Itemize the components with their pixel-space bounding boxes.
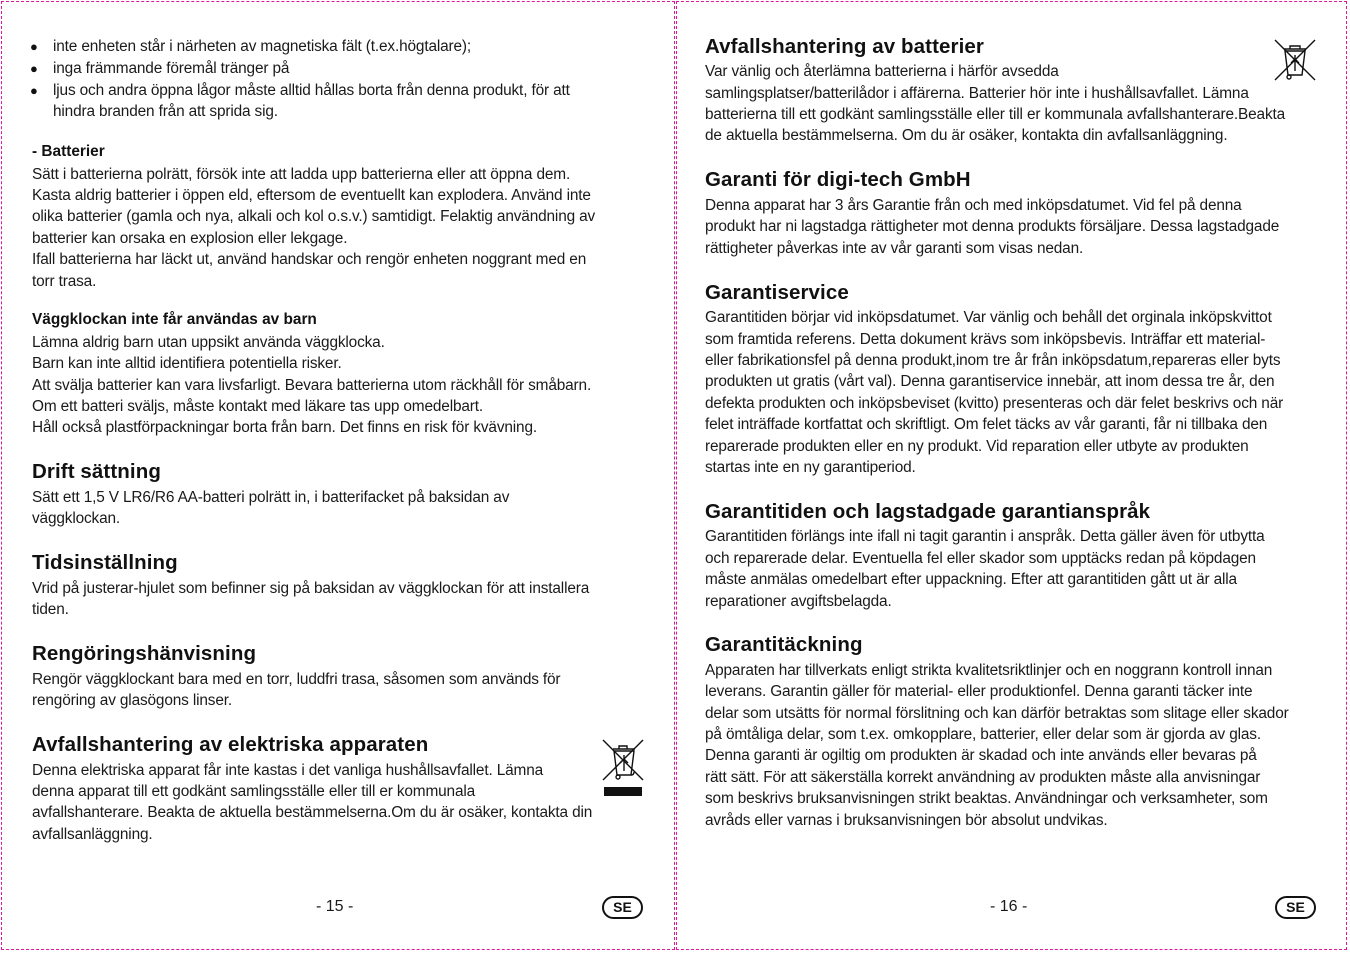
text-line: som beskrivs bruksanvisningen strikt beaktas. Användningar och verksamheter, som bbox=[705, 790, 1268, 807]
text-line: Denna elektriska apparat får inte kastas i det vanliga hushållsavfallet. Lämna bbox=[32, 762, 544, 779]
text-line: Vrid på justerar-hjulet som befinner sig på baksidan av väggklockan för att installera bbox=[32, 580, 590, 597]
text-line: rätt sätt. För att säkerställa korrekt användning av produkten måste alla anvisningar bbox=[705, 769, 1261, 786]
bullet-item-2: inga främmande föremål tränger på bbox=[53, 60, 290, 77]
text-line: Denna garanti är ogiltig om produkten är skadad och inte används eller bevaras på bbox=[705, 747, 1257, 764]
text-line: avfallsanläggning. bbox=[32, 826, 153, 843]
text-line: batterierna till ett godkänt samlingsställe eller till er kommunala avfallshanterare.Beakta bbox=[705, 106, 1286, 123]
text-line: Ifall batterierna har läckt ut, använd handskar och rengör enheten noggrant med en bbox=[32, 251, 587, 268]
guarantee-heading: Garanti för digi-tech GmbH bbox=[705, 168, 971, 191]
bullet-item-3-line-1: ljus och andra öppna lågor måste alltid hållas borta från denna produkt, för att bbox=[53, 82, 570, 99]
text-line: väggklockan. bbox=[32, 510, 121, 527]
text-line: Sätt ett 1,5 V LR6/R6 AA-batteri polrätt in, i batterifacket på baksidan av bbox=[32, 489, 510, 506]
text-line: defekta produkten och inköpsbeviset (kvitto) presenteras och där felet beskrivs och när bbox=[705, 395, 1284, 412]
text-line: leverans. Garantin gäller för material- eller produktionfel. Denna garanti täcker inte bbox=[705, 683, 1253, 700]
text-line: Sätt i batterierna polrätt, försök inte att ladda upp batterierna eller att öppna dem. bbox=[32, 166, 571, 183]
text-line: tiden. bbox=[32, 601, 69, 618]
text-line: torr trasa. bbox=[32, 273, 97, 290]
text-line: Barn kan inte alltid identifiera potentiella risker. bbox=[32, 355, 342, 372]
text-line: avfallshanterare. Beakta de aktuella bestämmelserna.Om du är osäker, kontakta din bbox=[32, 804, 593, 821]
bullet-marker: ● bbox=[30, 39, 38, 54]
text-line: denna apparat till ett godkänt samlingsställe eller till er kommunala bbox=[32, 783, 476, 800]
text-line: startas inte en ny garantiperiod. bbox=[705, 459, 916, 476]
bullet-marker: ● bbox=[30, 83, 38, 98]
text-line: som framtida referens. Detta dokument krävs som inköpsbevis. Inträffar ett material- bbox=[705, 331, 1266, 348]
bullet-item-3-line-2: hindra branden från att sprida sig. bbox=[53, 103, 278, 120]
cleaning-heading: Rengöringshänvisning bbox=[32, 642, 257, 665]
text-line: och reparerade delar. Eventuella fel eller skador som upptäcks redan på köpdagen bbox=[705, 550, 1256, 567]
text-line: rengöring av glasögons linser. bbox=[32, 692, 232, 709]
text-line: olika batterier (gamla och nya, alkali och kol o.s.v.) samtidigt. Felaktig användning av bbox=[32, 208, 596, 225]
text-line: Att svälja batterier kan vara livsfarligt. Bevara batterierna utom räckhåll för småbarn. bbox=[32, 377, 592, 394]
language-badge: SE bbox=[602, 896, 643, 919]
language-badge: SE bbox=[1275, 896, 1316, 919]
text-line: Lämna aldrig barn utan uppsikt använda väggklocka. bbox=[32, 334, 385, 351]
crossed-out-wheelie-bin-icon bbox=[601, 737, 647, 799]
disposal-device-heading: Avfallshantering av elektriska apparaten bbox=[32, 733, 429, 756]
page-number: - 16 - bbox=[990, 898, 1028, 915]
text-line: delar som utsätts för normal förslitning och kan därför betraktas som slitage eller skador bbox=[705, 705, 1289, 722]
text-line: Apparaten har tillverkats enligt strikta kvalitetsriktlinjer och en noggrann kontroll innan bbox=[705, 662, 1273, 679]
text-line: måste anmälas omedelbart efter uppackning. Efter att garantitiden gått ut är alla bbox=[705, 571, 1237, 588]
text-line: Garantitiden förlängs inte ifall ni tagit garantin i anspråk. Detta gäller även för utbytta bbox=[705, 528, 1265, 545]
text-line: produkt har ni lagstadga rättigheter mot denna produkts försäljare. Dessa lagstadgade bbox=[705, 218, 1280, 235]
text-line: de aktuella bestämmelserna. Om du är osäker, kontakta din avfallsanläggning. bbox=[705, 127, 1228, 144]
text-line: Håll också plastförpackningar borta från barn. Det finns en risk för kvävning. bbox=[32, 419, 537, 436]
text-line: Kasta aldrig batterier i öppen eld, eftersom de eventuellt kan explodera. Använd inte bbox=[32, 187, 591, 204]
text-line: Rengör väggklockant bara med en torr, luddfri trasa, såsomen som används för bbox=[32, 671, 561, 688]
disposal-batteries-heading: Avfallshantering av batterier bbox=[705, 35, 984, 58]
bullet-marker: ● bbox=[30, 61, 38, 76]
bullet-item-1: inte enheten står i närheten av magnetiska fält (t.ex.högtalare); bbox=[53, 38, 472, 55]
text-line: felet inträffade kortfattat och skriftligt. Om felet täcks av vår garanti, får ni tillbaka den bbox=[705, 416, 1268, 433]
guarantee-service-heading: Garantiservice bbox=[705, 281, 849, 304]
text-line: reparerade produkten eller en ny produkt. Vid reparation eller utbyte av produkten bbox=[705, 438, 1249, 455]
time-setting-heading: Tidsinställning bbox=[32, 551, 178, 574]
text-line: Garantitiden börjar vid inköpsdatumet. Var vänlig och behåll det orginala inköpskvittot bbox=[705, 309, 1272, 326]
text-line: avråds eller varnas i bruksanvisningen bör absolut undvikas. bbox=[705, 812, 1108, 829]
batteries-heading: - Batterier bbox=[32, 143, 105, 160]
operation-heading: Drift sättning bbox=[32, 460, 161, 483]
text-line: Denna apparat har 3 års Garantie från och med inköpsdatumet. Vid fel på denna bbox=[705, 197, 1242, 214]
text-line: batterier kan orsaka en explosion eller lekgage. bbox=[32, 230, 348, 247]
text-line: på ömtåliga delar, som t.ex. omkopplare, batterier, eller delar som är gjorda av glas. bbox=[705, 726, 1261, 743]
text-line: Om ett batteri sväljs, måste kontakt med läkare tas upp omedelbart. bbox=[32, 398, 484, 415]
children-heading: Väggklockan inte får användas av barn bbox=[32, 311, 317, 328]
guarantee-coverage-heading: Garantitäckning bbox=[705, 633, 863, 656]
right-page bbox=[676, 1, 1347, 950]
left-page bbox=[1, 1, 675, 950]
page-number: - 15 - bbox=[316, 898, 354, 915]
text-line: samlingsplatser/batterilådor i affärerna. Batterier hör inte i hushållsavfallet. Lämna bbox=[705, 85, 1249, 102]
text-line: reparationer avgiftsbelagda. bbox=[705, 593, 892, 610]
guarantee-period-heading: Garantitiden och lagstadgade garantianspråk bbox=[705, 500, 1151, 523]
crossed-out-wheelie-bin-icon bbox=[1273, 38, 1317, 82]
text-line: rättigheter påverkas inte av vår garanti som visas nedan. bbox=[705, 240, 1084, 257]
text-line: produkten ut gratis (vårt val). Denna garantiservice innebär, att inom dessa tre år, den bbox=[705, 373, 1275, 390]
text-line: Var vänlig och återlämna batterierna i härför avsedda bbox=[705, 63, 1059, 80]
text-line: eller fabrikationsfel på denna produkt,inom tre år från inköpsdatum,repareras eller byts bbox=[705, 352, 1281, 369]
